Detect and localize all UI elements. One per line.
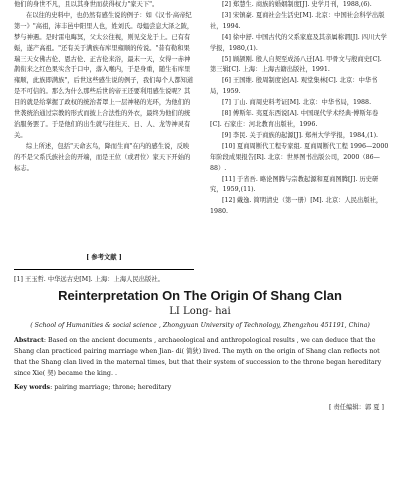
- reference-item: [6] 王国维. 殷周制度论[A]. 观堂集林[C]. 北京：中华书局，1959.: [210, 77, 378, 96]
- paragraph: 在以往的史料中，也仍然有感生说的例子：如《汉书·高帝纪第一》"高祖，沛丰邑中阳里人也，姓刘氏。母媪尝息大泽之陂，梦与神遇。是时雷电晦冥，父太公往视，则见交龙于上。已有有娠，遂产高祖。"还有关于满族布库里雍顺的传说。"昔有勒和果瑞三天女佛古伦、恩古伦、正古伦来浴，最末一天，女得一赤神鹊衔来之红色果实含于口中，落入喉内，于是身重，随生布库里雍顺，此族即满族"，后世这些感生说的例子，我们每个人都知道是不可信的。那么为什么那些后世的帝王还要利用感生说呢？其目的就是给掌握了政权的统治者罩上一层神秘的光环，为他们的世袭统治通过宗教的形式而披上合法性的外衣，最终为他们的统治服务罢了。于是他们的出生就与往往天、日、人、龙等神灵有关。: [14, 11, 194, 139]
- reference-item: [1] 王玉哲. 中华远古史[M]. 上海：上海人民出版社。: [14, 276, 164, 283]
- editor-note: [ 责任编辑：郭 夏 ]: [329, 404, 384, 411]
- abstract-text: : Based on the ancient documents , archaeological and anthropological results , we can deduce that the Shang clan practiced pairing marriage when Jian- di( 简狄) lived. The myth on the origin of Shang clan reflects not that the Shang clan lived in the maternal times, but that their system of succession to the throne began hereditary since Xie( 契) became the king. .: [14, 337, 382, 377]
- reference-item: [3] 宋镇豪. 夏商社会生活史[M]. 北京：中国社会科学出版社，1994.: [210, 11, 385, 30]
- reference-item: [12] 戴逸. 简明清史（第一册）[M]. 北京：人民出版社，1980.: [210, 197, 383, 216]
- keywords-text: : pairing marriage; throne; hereditary: [50, 384, 172, 391]
- abstract-label: Abstract: [14, 337, 44, 344]
- english-author: LI Long- hai: [169, 306, 231, 317]
- paragraph: 他们的身世不凡，且以其身世而获得权力"家天下"。: [14, 1, 159, 8]
- paragraph: 综上所述，包括"天命玄鸟，降而生商"在内的感生说，反映的不是父系氏族社会的开端，而是王位（或君位）家天下开始的标志。: [14, 142, 191, 172]
- english-abstract: [14, 336, 386, 380]
- reference-item: [4] 徐中舒. 中国古代的父系家庭及其亲属称谓[J]. 四川大学学报，1980,(1).: [210, 33, 387, 52]
- left-column: [14, 0, 194, 175]
- divider: [14, 269, 194, 270]
- english-keywords: [14, 384, 386, 391]
- keywords-label: Key words: [14, 384, 51, 391]
- reference-item: [2] 郑慧生. 商族的婚姻制度[J]. 史学月刊，1988,(6).: [222, 1, 372, 8]
- english-affiliation: ( School of Humanities & social science , Zhongyuan University of Technology, Zhengzhou 451191, China): [30, 322, 370, 329]
- references-heading: [ 参考文献 ]: [86, 254, 122, 261]
- english-title: Reinterpretation On The Origin Of Shang Clan: [58, 288, 342, 303]
- reference-item: [8] 傅斯年. 夷夏东西说[A]. 中国现代学术经典·傅斯年卷[C]. 石家庄：河北教育出版社，1996.: [210, 110, 379, 128]
- right-column-references: [210, 0, 390, 218]
- reference-item: [9] 李民. 关于商族的起源[J]. 郑州大学学报，1984,(1).: [222, 131, 379, 139]
- two-column-body: [14, 0, 389, 252]
- reference-item: [10] 夏商周断代工程专家组. 夏商周断代工程 1996—2000 年阶段成果报告[R]. 北京：世界图书出版公司，2000（86—88）.: [210, 142, 389, 172]
- reference-item: [11] 于省吾. 略论图腾与宗教起源和夏商图腾[J]. 历史研究，1959,(11).: [210, 175, 379, 194]
- reference-item: [7] 丁山. 商周史料考证[M]. 北京：中华书局，1988.: [222, 99, 372, 107]
- reference-item: [5] 顾颉刚. 殷人自契至成汤八迁[A]. 甲骨文与殷商史[C]. 第三辑[C]. 上海：上海古籍出版社，1991.: [210, 55, 382, 74]
